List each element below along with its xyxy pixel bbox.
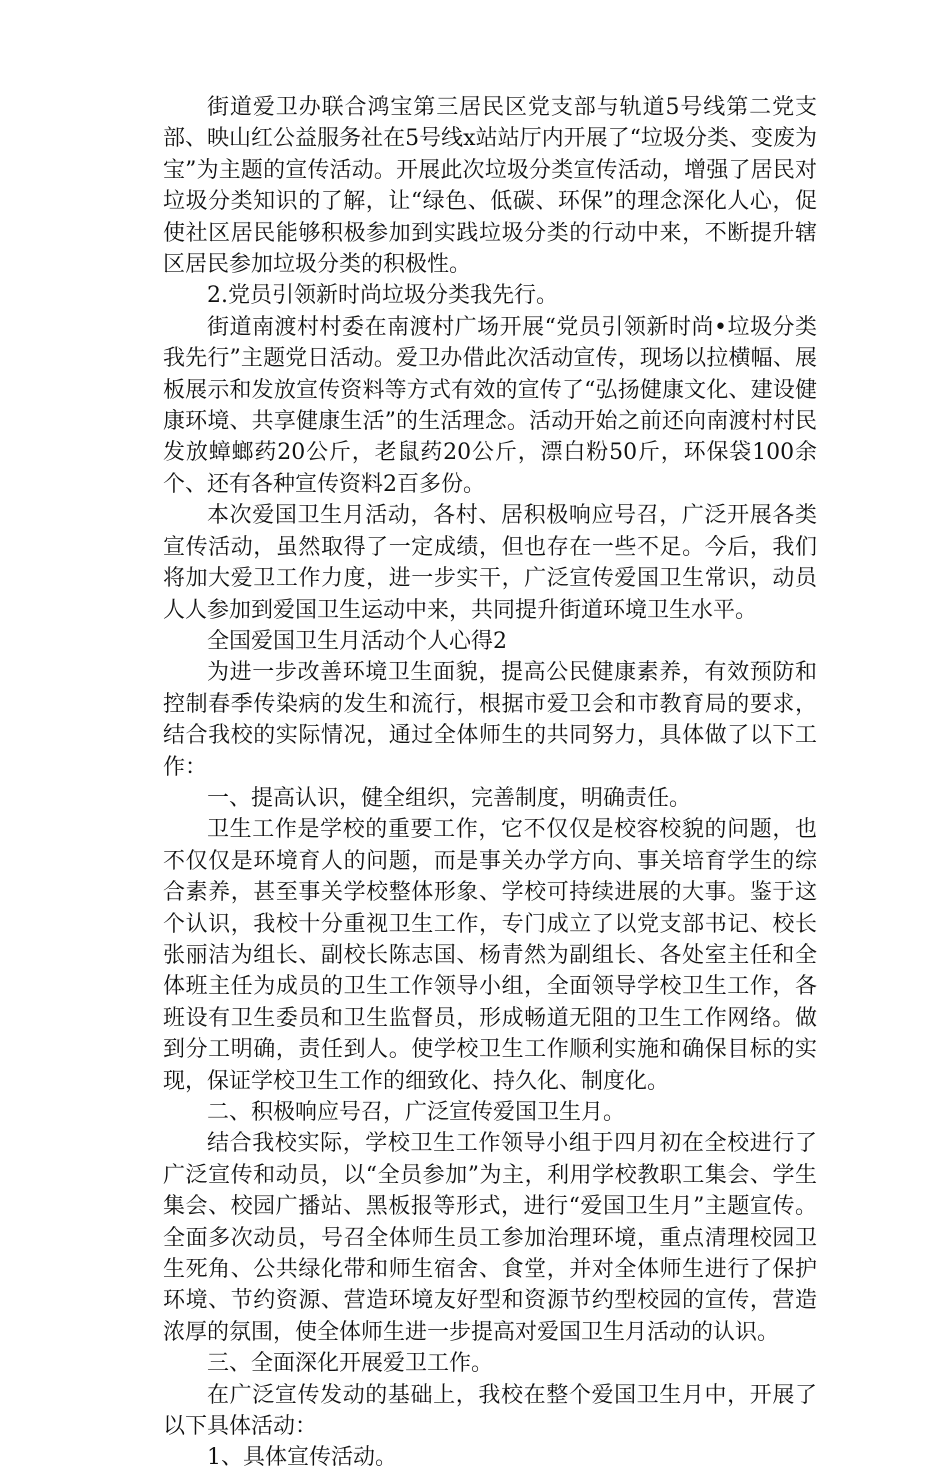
paragraph-organization: 卫生工作是学校的重要工作，它不仅仅是校容校貌的问题，也不仅仅是环境育人的问题，而是事关办学方向、事关培育学生的综合素养，甚至事关学校整体形象、学校可持续进展的大事。鉴于这个认识，我校十分重视卫生工作，专门成立了以党支部书记、校长张丽洁为组长、副校长陈志国、杨青然为副组长、各处室主任和全体班主任为成员的卫生工作领导小组，全面领导学校卫生工作，各班设有卫生委员和卫生监督员，形成畅道无阻的卫生工作网络。做到分工明确，责任到人。使学校卫生工作顺利实施和确保目标的实现，保证学校卫生工作的细致化、持久化、制度化。 <box>163 817 817 1094</box>
paragraph-activities: 在广泛宣传发动的基础上，我校在整个爱国卫生月中，开展了以下具体活动： <box>163 1382 817 1440</box>
section-heading-one: 一、提高认识，健全组织，完善制度，明确责任。 <box>207 785 692 811</box>
section-heading-2: 2.党员引领新时尚垃圾分类我先行。 <box>207 283 558 309</box>
paragraph-nandu-village: 街道南渡村村委在南渡村广场开展“党员引领新时尚•垃圾分类我先行”主题党日活动。爱卫办借此次活动宣传，现场以拉横幅、展板展示和发放宣传资料等方式有效的宣传了“弘扬健康文化、建设健康环境、共享健康生活”的生活理念。活动开始之前还向南渡村村民发放蟑螂药20公斤，老鼠药20公斤，漂白粉50斤，环保袋100余个、还有各种宣传资料2百多份。 <box>163 314 817 497</box>
section-heading-three: 三、全面深化开展爱卫工作。 <box>207 1351 494 1377</box>
paragraph-intro: 街道爱卫办联合鸿宝第三居民区党支部与轨道5号线第二党支部、映山红公益服务社在5号线x站站厅内开展了“垃圾分类、变废为宝”为主题的宣传活动。开展此次垃圾分类宣传活动，增强了居民对垃圾分类知识的了解，让“绿色、低碳、环保”的理念深化人心，促使社区居民能够积极参加到实践垃圾分类的行动中来，不断提升辖区居民参加垃圾分类的积极性。 <box>163 95 817 278</box>
article-title: 全国爱国卫生月活动个人心得2 <box>207 628 507 654</box>
paragraph-publicity: 结合我校实际，学校卫生工作领导小组于四月初在全校进行了广泛宣传和动员，以“全员参加”为主，利用学校教职工集会、学生集会、校园广播站、黑板报等形式，进行“爱国卫生月”主题宣传。全面多次动员，号召全体师生员工参加治理环境，重点清理校园卫生死角、公共绿化带和师生宿舍、食堂，并对全体师生进行了保护环境、节约资源、营造环境友好型和资源节约型校园的宣传，营造浓厚的氛围，使全体师生进一步提高对爱国卫生月活动的认识。 <box>163 1131 817 1345</box>
paragraph-background: 为进一步改善环境卫生面貌，提高公民健康素养，有效预防和控制春季传染病的发生和流行，根据市爱卫会和市教育局的要求，结合我校的实际情况，通过全体师生的共同努力，具体做了以下工作： <box>163 660 817 780</box>
section-heading-two: 二、积极响应号召，广泛宣传爱国卫生月。 <box>207 1100 626 1125</box>
document-body <box>163 92 817 1474</box>
paragraph-summary: 本次爱国卫生月活动，各村、居积极响应号召，广泛开展各类宣传活动，虽然取得了一定成绩，但也存在一些不足。今后，我们将加大爱卫工作力度，进一步实干，广泛宣传爱国卫生常识，动员人人参加到爱国卫生运动中来，共同提升街道环境卫生水平。 <box>163 503 817 623</box>
subsection-heading-1: 1、具体宣传活动。 <box>207 1445 397 1471</box>
